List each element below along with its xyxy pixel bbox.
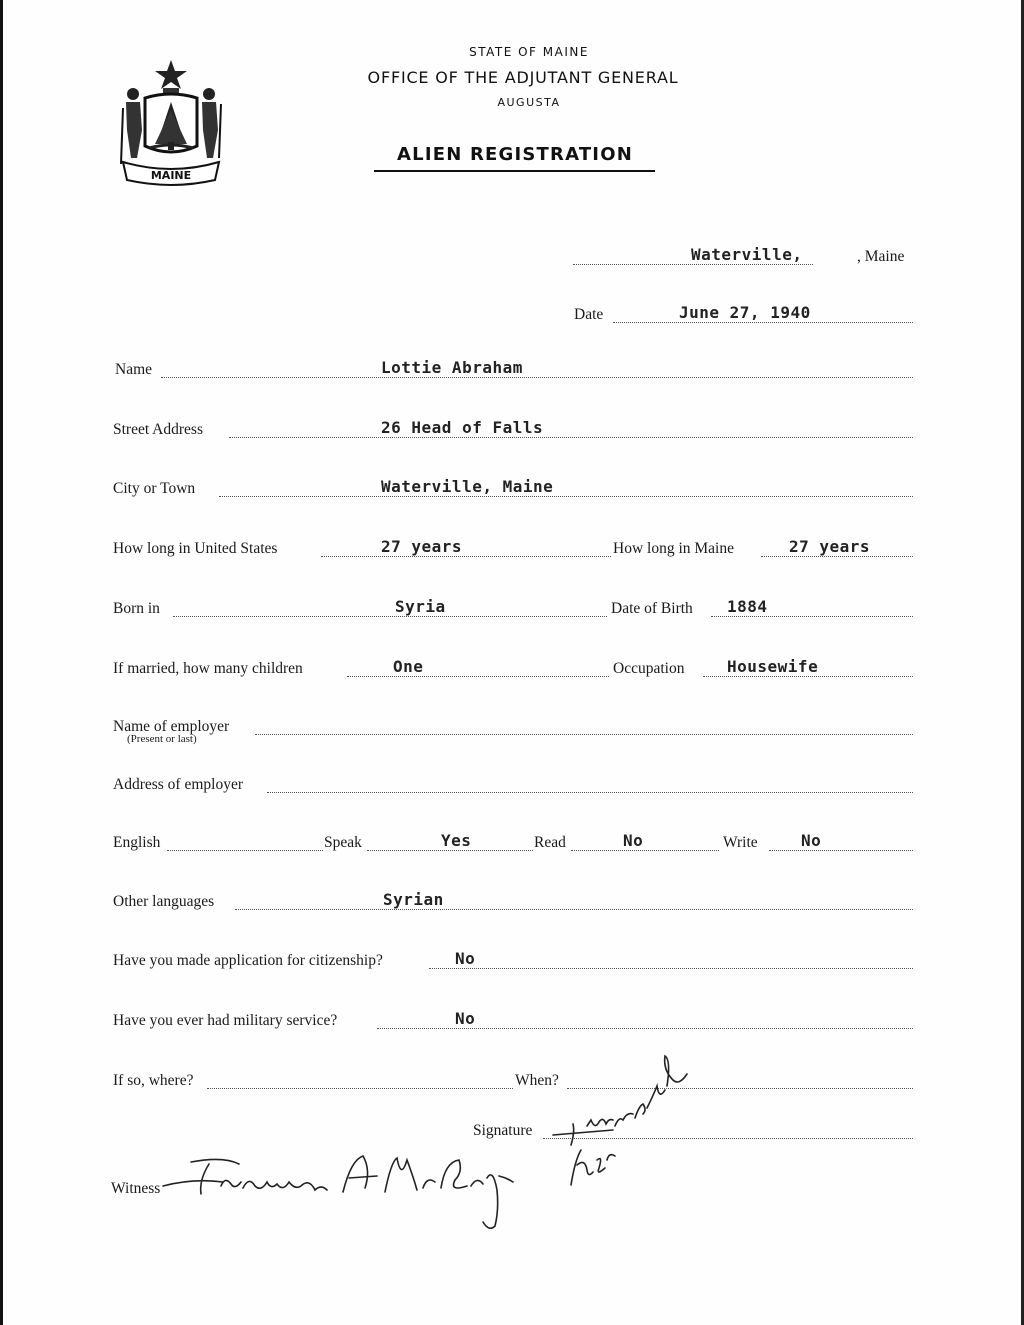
- her-mark-signature: [553, 1056, 687, 1185]
- read-label: Read: [534, 834, 566, 851]
- street-label: Street Address: [113, 421, 203, 438]
- employer-sublabel: (Present or last): [127, 733, 197, 745]
- born-in-value[interactable]: Syria: [395, 597, 446, 616]
- speak-label: Speak: [324, 834, 362, 851]
- children-value[interactable]: One: [393, 657, 424, 676]
- date-label: Date: [574, 306, 604, 323]
- name-label: Name: [115, 361, 153, 378]
- handwriting-overlay: [3, 0, 1024, 1325]
- write-value[interactable]: No: [801, 831, 822, 850]
- witness-label: Witness: [111, 1180, 161, 1197]
- form-title: ALIEN REGISTRATION: [397, 144, 633, 165]
- city-heading: AUGUSTA: [497, 96, 561, 109]
- dob-value[interactable]: 1884: [727, 597, 768, 616]
- citizenship-label: Have you made application for citizenship?: [113, 952, 383, 969]
- state-heading: STATE OF MAINE: [469, 45, 589, 59]
- seal-banner-text: MAINE: [150, 169, 192, 182]
- witness-signature: [163, 1156, 513, 1228]
- occupation-value[interactable]: Housewife: [727, 657, 819, 676]
- employer-address-label: Address of employer: [113, 776, 243, 793]
- name-value[interactable]: Lottie Abraham: [381, 358, 523, 377]
- signature-label: Signature: [473, 1122, 533, 1139]
- when-label: When?: [515, 1072, 559, 1089]
- military-value[interactable]: No: [455, 1009, 476, 1028]
- other-languages-value[interactable]: Syrian: [383, 890, 444, 909]
- english-label: English: [113, 834, 161, 851]
- citizenship-value[interactable]: No: [455, 949, 476, 968]
- where-label: If so, where?: [113, 1072, 194, 1089]
- date-value[interactable]: June 27, 1940: [679, 303, 811, 322]
- city-value[interactable]: Waterville, Maine: [381, 477, 554, 496]
- how-long-maine-value[interactable]: 27 years: [789, 537, 871, 556]
- how-long-maine-label: How long in Maine: [613, 540, 734, 557]
- employer-label: Name of employer: [113, 718, 230, 735]
- children-label: If married, how many children: [113, 660, 303, 677]
- occupation-label: Occupation: [613, 660, 685, 677]
- place-suffix: , Maine: [857, 248, 905, 265]
- born-in-label: Born in: [113, 600, 160, 617]
- read-value[interactable]: No: [623, 831, 644, 850]
- other-languages-label: Other languages: [113, 893, 215, 910]
- speak-value[interactable]: Yes: [441, 831, 472, 850]
- street-value[interactable]: 26 Head of Falls: [381, 418, 544, 437]
- military-label: Have you ever had military service?: [113, 1012, 338, 1029]
- how-long-us-label: How long in United States: [113, 540, 278, 557]
- office-heading: OFFICE OF THE ADJUTANT GENERAL: [367, 68, 679, 87]
- dob-label: Date of Birth: [611, 600, 693, 617]
- write-label: Write: [723, 834, 758, 851]
- city-label: City or Town: [113, 480, 196, 497]
- place-value[interactable]: Waterville,: [691, 245, 803, 264]
- how-long-us-value[interactable]: 27 years: [381, 537, 463, 556]
